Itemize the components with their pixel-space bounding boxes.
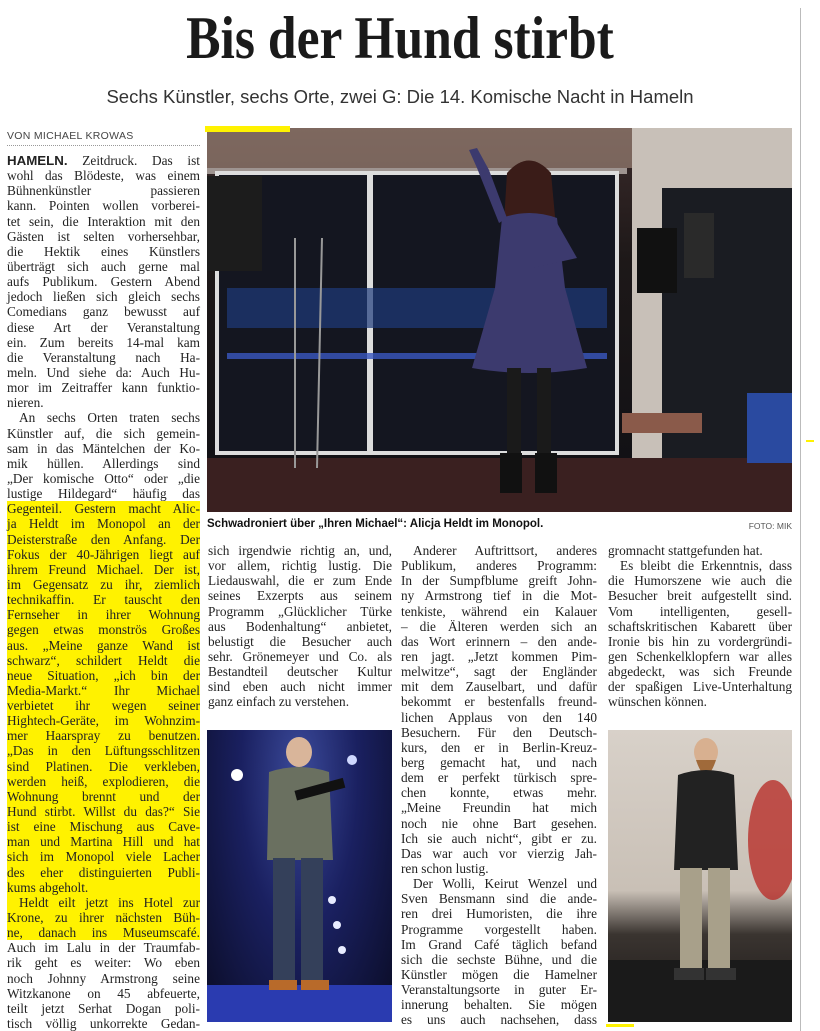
line-text: chen konnte, etwas mehr.	[401, 785, 597, 801]
text-line	[208, 679, 392, 694]
line-text: Besuchern. Für den Deutsch-	[401, 724, 597, 740]
text-line	[401, 543, 597, 558]
text-line	[401, 740, 597, 755]
bearded-comedian-illustration	[608, 730, 792, 1022]
line-text: Publikum, anderes Programm:	[401, 558, 597, 574]
line-text: werden heiß, explodieren, die	[7, 773, 200, 789]
line-text: Gästen ist selten vorhersehbar,	[7, 228, 200, 244]
line-text: teilt jetzt Serhat Dogan poli-	[7, 1000, 200, 1016]
text-line	[7, 183, 200, 198]
line-text: Comedians ganz bewusst auf	[7, 304, 200, 320]
line-text: Künstler mögen die Hamelner	[401, 966, 597, 982]
text-line	[608, 573, 792, 588]
text-line	[401, 634, 597, 649]
text-line	[401, 573, 597, 588]
line-text: verbietet ihr wegen seiner	[7, 698, 200, 714]
line-text: „Meine Freundin hat mich	[401, 800, 597, 816]
line-text: mor im Zeitraffer kann funktio-	[7, 380, 200, 396]
text-line	[7, 395, 200, 410]
text-line	[7, 335, 200, 350]
text-line	[7, 259, 200, 274]
line-text: ein. Zum bereits 14-mal kam	[7, 334, 200, 350]
line-text: „Das in den Lüftungsschlitzen	[7, 743, 200, 759]
line-text: wünschen können.	[608, 694, 707, 710]
highlighted-text-line	[7, 653, 200, 668]
highlighted-text-line	[7, 592, 200, 607]
line-text: kurs, den er in Berlin-Kreuz-	[401, 739, 597, 755]
line-text: „Der komische Otto“ oder „die	[7, 470, 200, 486]
line-text: Media-Markt.“ Ihr Michael	[7, 682, 200, 698]
line-text: sam in das Mäntelchen der Ko-	[7, 440, 200, 456]
text-line	[401, 891, 597, 906]
line-text: Im Grand Café täglich befand	[401, 936, 597, 952]
text-line	[608, 588, 792, 603]
text-line	[401, 725, 597, 740]
dateline: HAMELN.	[7, 153, 68, 168]
text-line	[7, 426, 200, 441]
main-photo-alicja-heldt	[207, 128, 792, 512]
text-line	[608, 558, 792, 573]
text-line	[401, 800, 597, 815]
line-text: mik hüllen. Allerdings sind	[7, 455, 200, 471]
line-text: Krone, zu ihrer nächsten Büh-	[7, 910, 200, 926]
line-text: des eher distinguierten Publi-	[7, 864, 200, 880]
text-line	[7, 304, 200, 319]
text-line	[208, 634, 392, 649]
text-line	[7, 410, 200, 425]
column-rule	[800, 8, 801, 1031]
line-text: ganz einfach zu verstehen.	[208, 694, 350, 710]
text-line	[7, 471, 200, 486]
line-text: tet sein, die Interaktion mit den	[7, 213, 200, 229]
text-line	[7, 1001, 200, 1016]
line-text: Fernseher in ihrer Wohnung	[7, 607, 200, 623]
line-text: ren drei Humoristen, die ihre	[401, 906, 597, 922]
line-text: noch nie ohne Bart gesehen.	[401, 815, 597, 831]
line-text: die Hektik eines Künstlers	[7, 243, 200, 259]
line-text: mer Haarspray zu benutzen.	[7, 728, 200, 744]
subtitle: Sechs Künstler, sechs Orte, zwei G: Die 14. Komische Nacht in Hameln	[106, 86, 694, 107]
text-line	[7, 350, 200, 365]
line-text: dem er perfekt türkisch spre-	[401, 770, 597, 786]
byline: VON MICHAEL KROWAS	[7, 130, 200, 146]
text-line	[608, 664, 792, 679]
line-text: jedoch ließen sich gleich sechs	[7, 289, 200, 305]
line-text: Zeitdruck. Das ist	[67, 153, 200, 168]
line-text: – die Älteren werden sich an	[401, 618, 597, 634]
highlighted-text-line	[7, 638, 200, 653]
text-line	[401, 558, 597, 573]
text-line	[401, 694, 597, 709]
text-line	[608, 543, 792, 558]
text-line	[208, 649, 392, 664]
text-line	[7, 274, 200, 289]
line-text: ren jagt. „Jetzt kommen Pim-	[401, 648, 597, 664]
line-text: Es bleibt die Erkenntnis, dass	[620, 558, 792, 574]
highlighted-text-line	[7, 698, 200, 713]
highlighted-text-line	[7, 759, 200, 774]
line-text: tisch völlig unkorrekte Gedan-	[7, 1016, 200, 1031]
highlighted-text-line	[7, 577, 200, 592]
highlighted-text-line	[7, 547, 200, 562]
text-line	[401, 755, 597, 770]
text-line	[608, 679, 792, 694]
line-text: An sechs Orten traten sechs	[19, 410, 200, 426]
highlight-mark	[205, 126, 290, 132]
text-line	[401, 997, 597, 1012]
text-line	[401, 664, 597, 679]
highlighted-text-line	[7, 804, 200, 819]
line-text: Der Wolli, Keirut Wenzel und	[413, 876, 597, 892]
line-text: Anderer Auftrittsort, anderes	[413, 543, 597, 558]
text-line	[7, 486, 200, 501]
line-text: berg gemacht hat, und nach	[401, 754, 597, 770]
text-line	[401, 679, 597, 694]
highlighted-text-line	[7, 819, 200, 834]
highlighted-text-line	[7, 849, 200, 864]
highlighted-text-line	[7, 562, 200, 577]
text-line	[7, 940, 200, 955]
text-line	[401, 619, 597, 634]
text-line	[7, 198, 200, 213]
line-text: Künstler auf, die sich gemein-	[7, 425, 200, 441]
photo-credit: FOTO: MIK	[748, 521, 792, 531]
highlighted-text-line	[7, 668, 200, 683]
text-line	[7, 229, 200, 244]
line-text: schaftskritischen Kabarett über	[608, 618, 792, 634]
text-line	[401, 876, 597, 891]
text-line	[7, 456, 200, 471]
line-text: diese Art der Veranstaltung	[7, 319, 200, 335]
line-text: Heldt eilt jetzt ins Hotel zur	[19, 894, 200, 910]
text-line	[401, 861, 597, 876]
line-text: sind eben auch nicht immer	[208, 679, 392, 695]
photo-bearded-comedian	[608, 730, 792, 1022]
line-text: Ich sie auch nicht“, gibt er zu.	[401, 830, 597, 846]
highlighted-text-line	[7, 501, 200, 516]
line-text: ren schon lustig.	[401, 860, 489, 876]
text-line	[7, 168, 200, 183]
article-column-4	[608, 543, 792, 710]
line-text: Das war auch vor vierzig Jah-	[401, 845, 597, 861]
line-text: Sven Bensmann sind die ande-	[401, 891, 597, 907]
text-line	[401, 770, 597, 785]
text-line	[7, 153, 200, 168]
text-line	[208, 573, 392, 588]
text-line	[401, 906, 597, 921]
line-text: lustige Hildegard“ häufig das	[7, 486, 200, 502]
line-text: aus Bodenhaltung“ anbietet,	[208, 618, 392, 634]
text-line	[401, 785, 597, 800]
article-column-1	[7, 153, 200, 1031]
line-text: nieren.	[7, 395, 44, 411]
line-text: bekommt er bestenfalls freund-	[401, 694, 597, 710]
line-text: Liedauswahl, die er zum Ende	[208, 573, 392, 589]
text-line	[401, 967, 597, 982]
text-line	[7, 380, 200, 395]
line-text: der spaßigen Live-Unterhaltung	[608, 679, 792, 695]
line-text: Besucher breit aufgestellt sind.	[608, 588, 792, 604]
highlighted-text-line	[7, 895, 200, 910]
text-line	[401, 1012, 597, 1027]
text-line	[608, 604, 792, 619]
comedian-stage-illustration	[207, 730, 392, 1022]
text-line	[7, 986, 200, 1001]
text-line	[401, 937, 597, 952]
text-line	[208, 619, 392, 634]
highlighted-text-line	[7, 607, 200, 622]
line-text: überträgt sich auch gerne mal	[7, 258, 200, 274]
text-line	[401, 649, 597, 664]
line-text: seines Exzerpts aus seinem	[208, 588, 392, 604]
line-text: schwarz“, schildert Heldt die	[7, 652, 200, 668]
line-text: tenkiste, während ein Kalauer	[401, 603, 597, 619]
line-text: Programme vorgestellt haben.	[401, 921, 597, 937]
highlight-mark	[606, 1024, 634, 1027]
line-text: ne, danach ins Museumscafé.	[7, 925, 200, 941]
line-text: gromnacht stattgefunden hat.	[608, 543, 763, 558]
text-line	[7, 1016, 200, 1031]
text-line	[7, 971, 200, 986]
text-line	[401, 816, 597, 831]
highlighted-text-line	[7, 516, 200, 531]
highlighted-text-line	[7, 774, 200, 789]
line-text: die Humorszene wie auch die	[608, 573, 792, 589]
line-text: es uns auch nachsehen, dass	[401, 1012, 597, 1028]
text-line	[401, 952, 597, 967]
photo-comedian-stage	[207, 730, 392, 1022]
stage-scene-illustration	[207, 128, 792, 512]
text-line	[608, 694, 792, 709]
highlight-mark	[806, 440, 814, 442]
text-line	[401, 710, 597, 725]
line-text: lichen Applaus von den 140	[401, 709, 597, 725]
text-line	[7, 244, 200, 259]
line-text: melwitze“, sagt der Engländer	[401, 664, 597, 680]
text-line	[608, 634, 792, 649]
line-text: Gegenteil. Gestern macht Alic-	[7, 501, 200, 517]
highlighted-text-line	[7, 713, 200, 728]
highlighted-text-line	[7, 743, 200, 758]
text-line	[401, 982, 597, 997]
text-line	[208, 588, 392, 603]
line-text: Auch im Lalu in der Traumfab-	[7, 940, 200, 956]
line-text: aus. „Meine ganze Wand ist	[7, 637, 200, 653]
text-line	[208, 694, 392, 709]
line-text: ny Armstrong tief in die Mot-	[401, 588, 597, 604]
line-text: Deisterstraße den Anfang. Der	[7, 531, 200, 547]
line-text: wohl das Blödeste, was einem	[7, 168, 200, 184]
line-text: vor allem, richtig lustig. Die	[208, 558, 392, 574]
highlighted-text-line	[7, 925, 200, 940]
line-text: gen Schenkelklopfern war alles	[608, 648, 792, 664]
line-text: ist eine Mischung aus Cave-	[7, 819, 200, 835]
text-line	[7, 320, 200, 335]
highlighted-text-line	[7, 910, 200, 925]
line-text: ja Heldt im Monopol an der	[7, 516, 200, 532]
highlighted-text-line	[7, 728, 200, 743]
line-text: Witzkanone on 45 abfeuerte,	[7, 985, 200, 1001]
line-text: innerung behalten. Sie mögen	[401, 997, 597, 1013]
line-text: Programm „Glücklicher Türke	[208, 603, 392, 619]
line-text: man und Martina Hill und hat	[7, 834, 200, 850]
text-line	[7, 365, 200, 380]
text-line	[208, 664, 392, 679]
line-text: Hund stirbt. Willst du das?“ Sie	[7, 804, 200, 820]
photo-caption: Schwadroniert über „Ihren Michael“: Alicja Heldt im Monopol.	[207, 518, 544, 530]
line-text: sind Platinen. Die verkleben,	[7, 758, 200, 774]
text-line	[7, 214, 200, 229]
line-text: mit dem Zauselbart, und dafür	[401, 679, 597, 695]
line-text: Fokus der 40-Jährigen liegt auf	[7, 546, 200, 562]
line-text: rik geht es weiter: Wo eben	[7, 955, 200, 971]
line-text: Hightech-Geräte, im Wohnzim-	[7, 713, 200, 729]
line-text: meln. Und siehe da: Auch Hu-	[7, 364, 200, 380]
line-text: kums abgeholt.	[7, 879, 89, 895]
article-column-3	[401, 543, 597, 1028]
highlighted-text-line	[7, 880, 200, 895]
line-text: kann. Pointen wollen vorberei-	[7, 198, 200, 214]
line-text: sich die sechste Bühne, und die	[401, 951, 597, 967]
line-text: technikaffin. Er tauscht den	[7, 592, 200, 608]
article-column-2	[208, 543, 392, 710]
line-text: aufs Publikum. Gestern Abend	[7, 274, 200, 290]
line-text: Veranstaltungsorte in guter Er-	[401, 982, 597, 998]
line-text: im Gegensatz zu ihr, ziemlich	[7, 576, 200, 592]
highlighted-text-line	[7, 683, 200, 698]
line-text: sehr. Grönemeyer und Co. als	[208, 648, 392, 664]
line-text: gegen etwas monströs Großes	[7, 622, 200, 638]
headline: Bis der Hund stirbt	[186, 5, 614, 71]
text-line	[401, 588, 597, 603]
line-text: Ironie bis hin zu vordergründi-	[608, 633, 792, 649]
line-text: neue Situation, „ich bin der	[7, 667, 200, 683]
highlighted-text-line	[7, 865, 200, 880]
line-text: sich irgendwie richtig an, und,	[208, 543, 392, 558]
text-line	[401, 922, 597, 937]
text-line	[401, 604, 597, 619]
line-text: Wohnung brennt und der	[7, 788, 200, 804]
line-text: Bestandteil deutscher Kultur	[208, 664, 392, 680]
text-line	[7, 289, 200, 304]
highlighted-text-line	[7, 834, 200, 849]
highlighted-text-line	[7, 789, 200, 804]
line-text: ihrem Freund Michael. Der ist,	[7, 561, 200, 577]
line-text: Vom intelligenten, gesell-	[608, 603, 792, 619]
line-text: die Veranstaltung nach Ha-	[7, 349, 200, 365]
line-text: das Wort erinnern – den ande-	[401, 633, 597, 649]
line-text: abgedeckt, was sich Freunde	[608, 664, 792, 680]
text-line	[608, 619, 792, 634]
highlighted-text-line	[7, 622, 200, 637]
text-line	[208, 604, 392, 619]
highlighted-text-line	[7, 532, 200, 547]
line-text: belustigt die Besucher auch	[208, 633, 392, 649]
text-line	[208, 558, 392, 573]
line-text: In der Sumpfblume greift John-	[401, 573, 597, 589]
text-line	[7, 441, 200, 456]
line-text: sich im Monopol viele Lacher	[7, 849, 200, 865]
text-line	[401, 846, 597, 861]
text-line	[401, 831, 597, 846]
text-line	[208, 543, 392, 558]
text-line	[7, 955, 200, 970]
line-text: Bühnenkünstler passieren	[7, 183, 200, 199]
line-text: noch Johnny Armstrong seine	[7, 970, 200, 986]
text-line	[608, 649, 792, 664]
